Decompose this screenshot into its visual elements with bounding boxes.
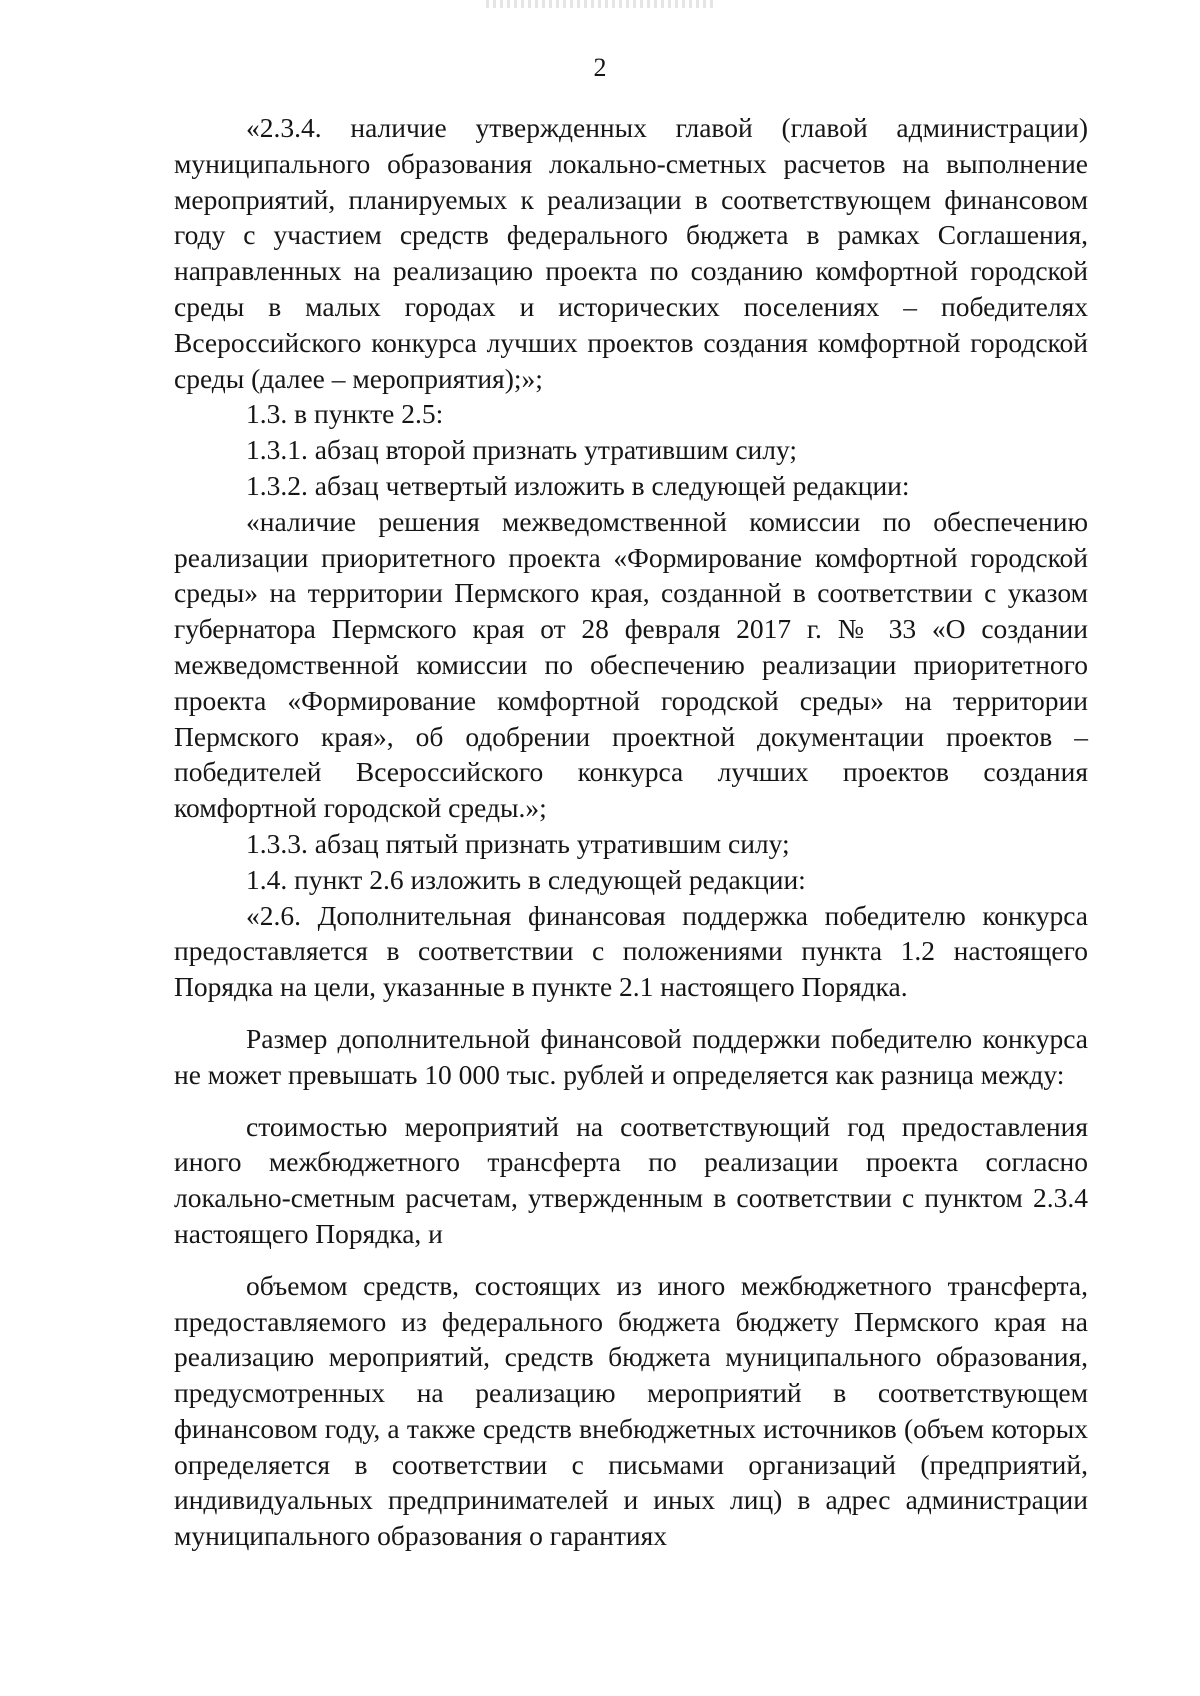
paragraph-1-3-1: 1.3.1. абзац второй признать утратившим силу;: [246, 434, 798, 466]
paragraph-cost-of-measures: стоимостью мероприятий на соответствующий год предоставления иного межбюджетного трансферта по реализации проекта согласно локально-сметным расчетам, утвержденным в соответствии с пунктом 2.3.4 настоящего Порядка, и: [174, 1110, 1088, 1249]
paragraph-2-3-4: «2.3.4. наличие утвержденных главой (главой администрации) муниципального образования локально-сметных расчетов на выполнение мероприятий, планируемых к реализации в соответствующем финансовом году с участием средств федерального бюджета в рамках Соглашения, направленных на реализацию проекта по созданию комфортной городской среды в малых городах и исторических поселениях – победителях Всероссийского конкурса лучших проектов создания комфортной городской среды (далее – мероприятия);»;: [174, 112, 1088, 394]
paragraph-commission-decision: «наличие решения межведомственной комиссии по обеспечению реализации приоритетного проекта «Формирование комфортной городской среды» на территории Пермского края, созданной в соответствии с указом губернатора Пермского края от 28 февраля 2017 г. № 33 «О создании межведомственной комиссии по обеспечению реализации приоритетного проекта «Формирование комфортной городской среды» на территории Пермского края», об одобрении проектной документации проектов – победителей Всероссийского конкурса лучших проектов создания комфортной городской среды.»;: [174, 505, 1088, 824]
paragraph-1-3-2: 1.3.2. абзац четвертый изложить в следующей редакции:: [246, 469, 910, 501]
paragraph-volume-of-funds: объемом средств, состоящих из иного межбюджетного трансферта, предоставляемого из федерального бюджета бюджету Пермского края на реализацию мероприятий, средств бюджета муниципального образования, предусмотренных на реализацию мероприятий в соответствующем финансовом году, а также средств внебюджетных источников (объем которых определяется в соответствии с письмами организаций (предприятий, индивидуальных предпринимателей и иных лиц) в адрес администрации муниципального образования о гарантиях: [174, 1269, 1088, 1552]
document-body: [174, 110, 1088, 1554]
page-number: 2: [593, 53, 607, 82]
paragraph-2-6: «2.6. Дополнительная финансовая поддержка победителю конкурса предоставляется в соответствии с положениями пункта 1.2 настоящего Порядка на цели, указанные в пункте 2.1 настоящего Порядка.: [174, 899, 1088, 1003]
paragraph-support-size: Размер дополнительной финансовой поддержки победителю конкурса не может превышать 10 000 тыс. рублей и определяется как разница между:: [174, 1022, 1088, 1090]
paragraph-1-3-3: 1.3.3. абзац пятый признать утратившим силу;: [246, 827, 790, 859]
paragraph-1-4: 1.4. пункт 2.6 изложить в следующей редакции:: [246, 863, 806, 895]
paragraph-1-3: 1.3. в пункте 2.5:: [246, 398, 444, 430]
scan-artifact: [486, 0, 716, 8]
